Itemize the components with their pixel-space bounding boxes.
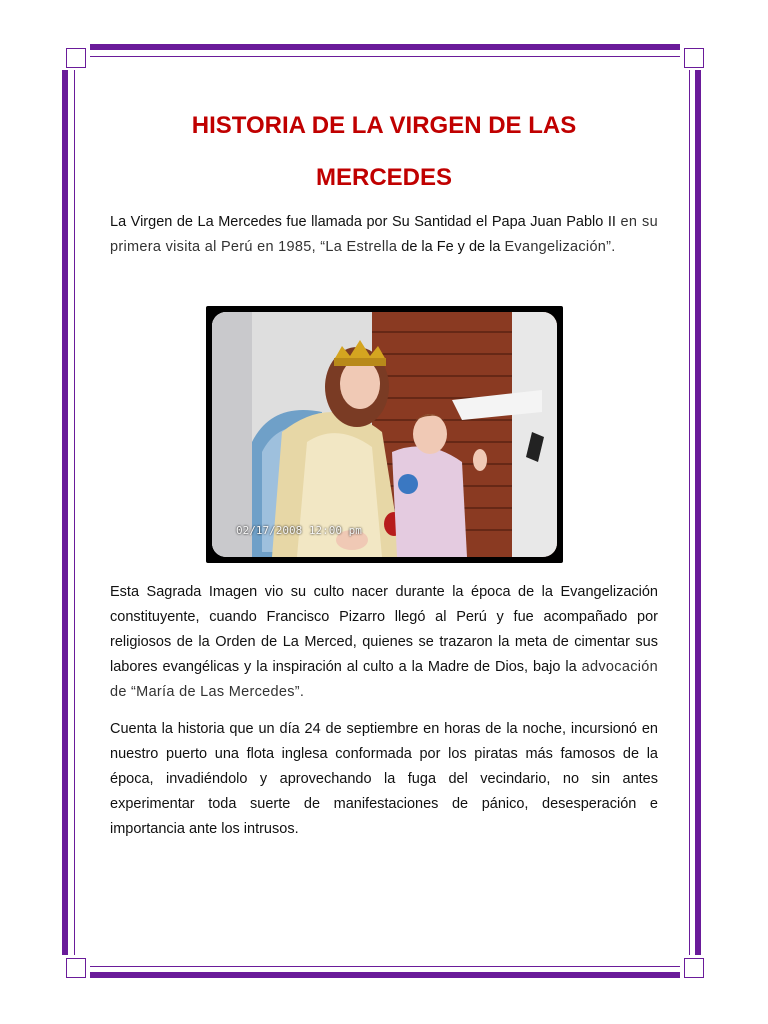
paragraph-1 [110,210,658,260]
border-left [62,70,68,955]
paragraph-1-part-a: La Virgen de La Mercedes fue llamada por Su Santidad el Papa Juan Pablo II [110,214,621,230]
paragraph-2-part-a: Esta Sagrada Imagen vio su culto nacer durante la época de la Evangelización constituyente, cuando Francisco Pizarro llegó al Perú y fue acompañado por religiosos de la Orden de La Merced, quienes se trazaron la meta de cimentar sus labores evangélicas y la inspiración al culto a la Madre de Dios, bajo la [110,584,658,675]
paragraph-2-part-b: advocación de “María de Las Mercedes”. [110,659,658,700]
corner-bottom-left [66,958,86,978]
border-right-inner [689,70,690,955]
corner-top-left [66,48,86,68]
paragraph-1-part-b: en su primera visita al Perú en 1985, “La Estrella [110,214,658,255]
border-bottom-inner [90,966,680,967]
border-left-inner [74,70,75,955]
document-title [110,100,658,204]
border-top-inner [90,56,680,57]
title-line-2: MERCEDES [315,164,453,191]
title-line-1: HISTORIA DE LA VIRGEN DE LAS [191,112,577,139]
corner-top-right [684,48,704,68]
border-bottom [90,972,680,978]
photo-timestamp: 02/17/2008 12:00 pm [236,524,362,537]
border-right [695,70,701,955]
virgin-and-child-statue-image [212,312,557,557]
corner-bottom-right [684,958,704,978]
paragraph-2 [110,580,658,705]
document-body [110,100,658,260]
statue-photo-svg [212,312,557,557]
paragraph-3: Cuenta la historia que un día 24 de septiembre en horas de la noche, incursionó en nuestro puerto una flota inglesa conformada por los piratas más famosos de la época, invadiéndolo y aprovechando la fuga del vecindario, no sin antes experimentar toda suerte de manifestaciones de pánico, desesperación e importancia ante los intrusos. [110,721,658,837]
paragraph-1-part-c: de la Fe y de la [397,239,505,255]
virgin-photo-frame [206,306,563,563]
paragraph-1-part-d: Evangelización”. [504,239,616,255]
border-top [90,44,680,50]
